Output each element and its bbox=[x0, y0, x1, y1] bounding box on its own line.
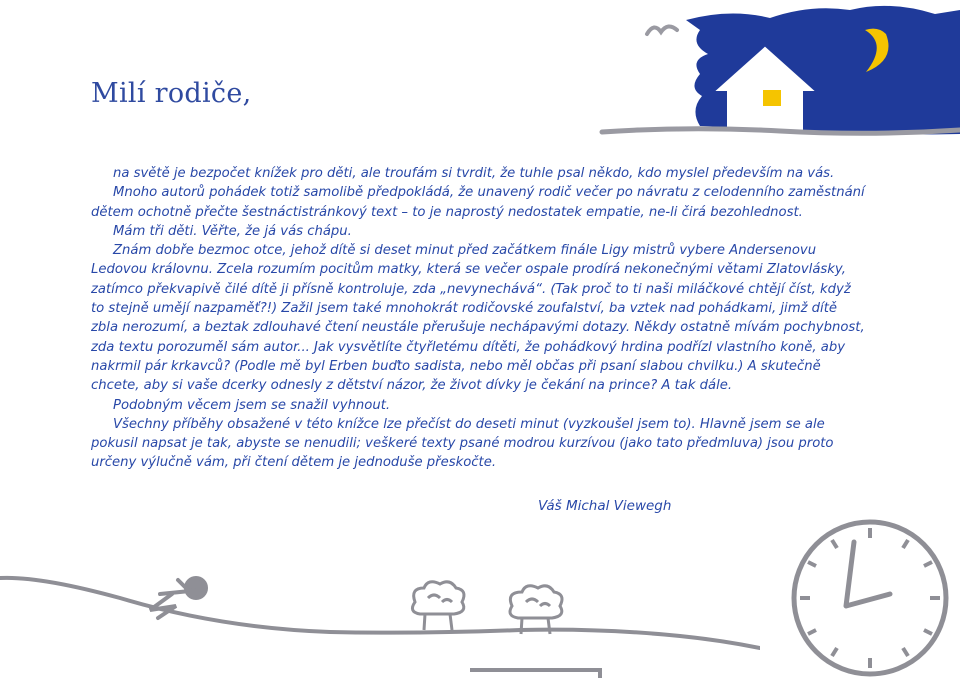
paragraph: Mám tři děti. Věřte, že já vás chápu. bbox=[113, 223, 352, 239]
bird-icon bbox=[647, 26, 677, 34]
sheep-icon bbox=[510, 586, 562, 634]
foreword-text bbox=[91, 164, 866, 473]
paragraph: Podobným věcem jsem se snažil vyhnout. bbox=[113, 397, 391, 413]
clock-hands bbox=[846, 542, 890, 606]
paragraph: Všechny příběhy obsažené v této knížce lze přečíst do deseti minut (vyzkoušel jsem to). Hlavně jsem se ale pokusil napsat je tak, abyste se nenudili; veškeré texty psané modrou kurzívou (jako tato předmluva) jsou proto určeny výlučně vám, při čtení dětem je jednoduše přeskočte. bbox=[91, 416, 834, 471]
paragraph: Mnoho autorů pohádek totiž samolibě předpokládá, že unavený rodič večer po návratu z celodenního zaměstnání dětem ochotně přečte šestnáctistránkový text – to je naprostý nedostatek empatie, ne-li čirá bezohlednost. bbox=[91, 185, 865, 220]
signature: Váš Michal Viewegh bbox=[538, 498, 672, 514]
paragraph: na světě je bezpočet knížek pro děti, ale troufám si tvrdit, že tuhle psal někdo, kdo myslel především na vás. bbox=[113, 166, 835, 181]
clock-icon bbox=[780, 518, 960, 678]
fence-line bbox=[470, 670, 600, 678]
night-scene-illustration bbox=[540, 0, 960, 150]
hill-line bbox=[0, 578, 760, 648]
paragraph: Znám dobře bezmoc otce, jehož dítě si deset minut před začátkem finále Ligy mistrů vybere Andersenovu Ledovou královnu. Zcela rozumím pocitům matky, která se večer ospale prodírá nekonečnými větami Zlatovlásky, zatímco překvapivě čilé dítě ji přísně kontroluje, zda „nevynechává“. (Tak proč to ti naši miláčkové chtějí číst, když to stejně umějí nazpaměť?!) Zažil jsem také mnohokrát rodičovské zoufalství, ba vztek nad pohádkami, jimž dítě zbla nerozumí, a beztak zdlouhavé čtení neustále přerušuje nechápavými dotazy. Někdy ostatně mívám pochybnost, zda textu porozuměl sám autor... Jak vysvětlíte čtyřletému dítěti, že pohádkový hrdina podřízl vlastního koně, aby nakrmil pár krkavců? (Podle mě byl Erben buďto sadista, nebo měl občas při psaní slabou chvilku.) A skutečně chcete, aby si vaše dcerky odnesly z dětství názor, že život dívky je čekání na prince? A tak dále. bbox=[91, 243, 865, 394]
hill-illustration bbox=[0, 558, 760, 678]
sheep-icon bbox=[412, 582, 464, 630]
page-title: Milí rodiče, bbox=[91, 78, 252, 109]
